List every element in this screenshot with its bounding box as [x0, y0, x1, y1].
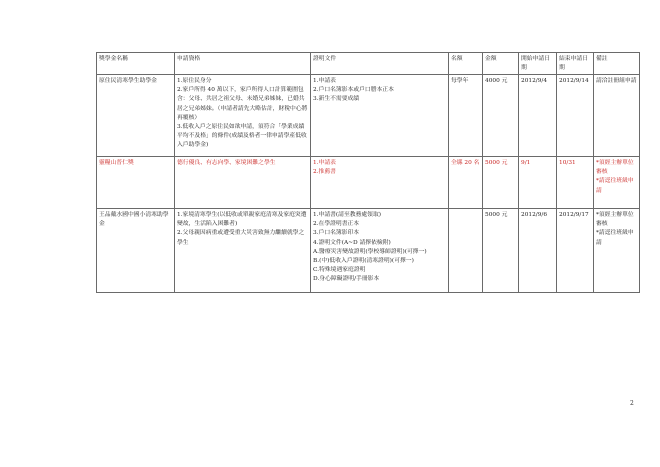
table-row: [97, 75, 640, 157]
start-date-cell: 2012/9/4: [519, 75, 557, 157]
documents-cell: [311, 209, 449, 293]
quota-cell: 每學年: [449, 75, 483, 157]
start-date-cell: 2012/9/6: [519, 209, 557, 293]
page-number: 2: [630, 400, 634, 407]
amount-cell: 5000 元: [483, 209, 519, 293]
start-date-cell: 9/1: [519, 157, 557, 209]
document-line: 2.戶口名簿影本或戶口謄本正本: [313, 87, 394, 94]
documents-cell: [311, 157, 449, 209]
amount-cell: 5000 元: [483, 157, 519, 209]
header-cell: 金額: [483, 53, 519, 75]
notes-cell: [594, 75, 640, 157]
document-line: 3.戶口名簿影印本: [313, 230, 360, 237]
qualification-line: 1.原住民身分: [177, 77, 212, 84]
header-cell: 名額: [449, 53, 483, 75]
documents-cell: [311, 75, 449, 157]
notes-cell: [594, 157, 640, 209]
header-cell: 備註: [594, 53, 640, 75]
document-line: D.身心障礙證明/手冊影本: [313, 276, 380, 283]
header-cell: 開始申請日期: [519, 53, 557, 75]
header-cell: 申請資格: [175, 53, 311, 75]
end-date-cell: 2012/9/14: [557, 75, 594, 157]
qualification-line: 2.父母親因病重或遭受重大災害致無力繼續就學之學生: [177, 230, 305, 246]
note-line: *請逕往班級申請: [596, 230, 634, 246]
scholarship-name-cell: 原住民清寒學生助學金: [97, 75, 175, 157]
document-line: 3.新生不需要成績: [313, 96, 360, 103]
header-cell: 獎學金名稱: [97, 53, 175, 75]
document-line: B.(中)低收入戶證明(清寒證明)(可擇一): [313, 257, 414, 264]
amount-cell: 4000 元: [483, 75, 519, 157]
document-line: C.特殊境遇家庭證明: [313, 267, 366, 274]
end-date-cell: 2012/9/17: [557, 209, 594, 293]
document-line: 1.申請書(請至教務處領取): [313, 211, 382, 218]
table-row: [97, 157, 640, 209]
qualifications-cell: [175, 209, 311, 293]
qualification-line: 德行優良、有志向學、家境困難之學生: [177, 159, 276, 166]
scholarship-name-cell: 王品戴水國中國小清寒助學金: [97, 209, 175, 293]
qualifications-cell: [175, 75, 311, 157]
scholarship-table: [96, 52, 640, 293]
document-line: 1.申請表: [313, 159, 336, 166]
document-line: 2.在學證明書正本: [313, 221, 360, 228]
table-header-row: [97, 53, 640, 75]
quota-cell: 全縣 20 名: [449, 157, 483, 209]
header-cell: 結束申請日期: [557, 53, 594, 75]
qualification-line: 2.家戶所得 40 萬以下，家戶所得人口計算範圍包含：父母、共居之祖父母、未婚兄弟姊妹，已婚共居之兄弟姊妹。（申請者請先大略估計，財稅中心將再覆核）: [177, 87, 308, 121]
qualifications-cell: [175, 157, 311, 209]
qualification-line: 3.低收入戶之原住民如欲申請，須符合「學業成績平均不及格」的條件(成績及格者一律申請學產低收入戶助學金): [177, 123, 307, 149]
document-line: 4.證明文件(A~D 請擇依檢附): [313, 239, 391, 246]
quota-cell: [449, 209, 483, 293]
notes-cell: [594, 209, 640, 293]
table-row: [97, 209, 640, 293]
qualification-line: 1.家境清寒學生(以低收或單親家庭清寒及家庭突遭變故，生活陷入困難者): [177, 211, 307, 228]
scholarship-name-cell: 靈糧山普仁獎: [97, 157, 175, 209]
end-date-cell: 10/31: [557, 157, 594, 209]
note-line: 請洽註冊組申請: [596, 77, 637, 84]
document-line: 1.申請表: [313, 77, 336, 84]
document-line: 2.推薦書: [313, 169, 336, 176]
document-line: A.醫療災害變故證明(學校導師證明)(可擇一): [313, 248, 427, 255]
note-line: *須經主辦單位審核: [596, 211, 634, 228]
header-cell: 證明文件: [311, 53, 449, 75]
note-line: *須經主辦單位審核: [596, 159, 634, 176]
note-line: *請逕往班級申請: [596, 178, 634, 194]
